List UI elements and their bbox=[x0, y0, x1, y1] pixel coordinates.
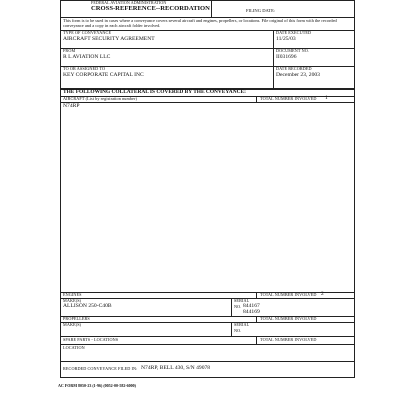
filing-date-label: FILING DATE: bbox=[246, 8, 276, 13]
rule-location bbox=[61, 361, 354, 362]
aircraft-total-value: 1 bbox=[325, 95, 328, 101]
engines-make-value: ALLISON 250-C40B bbox=[63, 303, 112, 309]
document-number-value: II031696 bbox=[276, 54, 297, 60]
form-footer: AC FORM 8050-23 (1-96) (0052-00-582-6000) bbox=[58, 383, 136, 388]
spare-parts-label: SPARE PARTS - LOCATIONS bbox=[63, 337, 119, 342]
spare-parts-total-label: TOTAL NUMBER INVOLVED bbox=[260, 337, 317, 342]
form-title: CROSS-REFERENCE--RECORDATION bbox=[91, 5, 210, 12]
engine-serial-2: 844169 bbox=[243, 309, 260, 315]
propellers-label: PROPELLERS bbox=[63, 316, 90, 321]
date-executed-value: 11/25/03 bbox=[276, 36, 296, 42]
aircraft-registration: N74RP bbox=[63, 103, 80, 109]
conveyance-type-label: TYPE OF CONVEYANCE bbox=[63, 30, 112, 35]
cross-reference-form bbox=[60, 0, 355, 378]
engine-serial-1: 844167 bbox=[243, 303, 260, 309]
propellers-serial-divider bbox=[231, 322, 232, 336]
engines-serial-divider bbox=[231, 298, 232, 316]
propellers-no-label: NO. bbox=[234, 328, 242, 333]
rule-aircraft bbox=[61, 102, 354, 103]
collateral-heading: THE FOLLOWING COLLATERAL IS COVERED BY THE CONVEYANCE: bbox=[63, 89, 246, 95]
rule-engines bbox=[61, 298, 354, 299]
engines-total-label: TOTAL NUMBER INVOLVED bbox=[260, 292, 317, 297]
to-value: KEY CORPORATE CAPITAL INC bbox=[63, 72, 144, 78]
from-value: R L AVIATION LLC bbox=[63, 54, 111, 60]
rule-propellers bbox=[61, 322, 354, 323]
location-label: LOCATION bbox=[63, 345, 85, 350]
date-recorded-label: DATE RECORDED bbox=[276, 66, 312, 71]
propellers-total-label: TOTAL NUMBER INVOLVED bbox=[260, 316, 317, 321]
propellers-serial-label: SERIAL bbox=[234, 322, 250, 327]
recorded-conveyance-value: N74RP, BELL 430, S/N 49078 bbox=[141, 365, 211, 371]
rule-spare-parts bbox=[61, 344, 354, 345]
aircraft-label: AIRCRAFT (List by registration number) bbox=[63, 96, 137, 101]
date-executed-label: DATE EXECUTED bbox=[276, 30, 312, 35]
propellers-make-label: MAKE(S) bbox=[63, 322, 82, 327]
header-divider bbox=[211, 1, 212, 17]
document-number-label: DOCUMENT NO. bbox=[276, 48, 309, 53]
aircraft-total-label: TOTAL NUMBER INVOLVED bbox=[260, 96, 317, 101]
right-column-divider bbox=[273, 30, 274, 88]
engines-no-label: NO. bbox=[234, 304, 242, 309]
engines-label: ENGINES bbox=[63, 292, 82, 297]
engines-make-label: MAKE(S) bbox=[63, 298, 82, 303]
engines-total-value: 2 bbox=[321, 291, 324, 297]
conveyance-type-value: AIRCRAFT SECURITY AGREEMENT bbox=[63, 36, 155, 42]
engines-serial-label: SERIAL bbox=[234, 298, 250, 303]
agency-name: FEDERAL AVIATION ADMINISTRATION bbox=[91, 0, 167, 5]
recorded-conveyance-label: RECORDED CONVEYANCE FILED IN: bbox=[63, 366, 138, 371]
to-label: TO OR ASSIGNED TO bbox=[63, 66, 106, 71]
spare-parts-total-divider bbox=[256, 336, 257, 344]
instructions-text: This form is to be used in cases where a conveyance covers several aircraft and engines, propellers, or locations. File original of this form with the recorded conveyance and a copy in each aircraft folder involved. bbox=[63, 18, 337, 29]
from-label: FROM bbox=[63, 48, 76, 53]
rule-conveyance bbox=[61, 48, 354, 49]
date-recorded-value: December 23, 2003 bbox=[276, 72, 320, 78]
